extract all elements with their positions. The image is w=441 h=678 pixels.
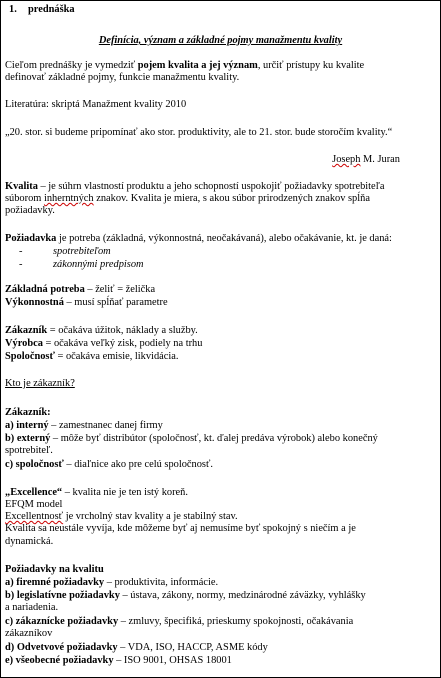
pair-text: – želiť = želička <box>84 284 156 295</box>
zakaznik-c-term: c) spoločnosť <box>5 459 64 470</box>
kvalita-term: Kvalita <box>5 181 38 192</box>
poziadavky-e <box>5 655 232 667</box>
goal-line-1 <box>5 60 364 72</box>
excellence-line-5: dynamická. <box>5 536 54 547</box>
poziadavky-a <box>5 577 218 589</box>
excellence-line-3 <box>5 511 238 523</box>
poziadavky-d-text: – VDA, ISO, HACCP, ASME kódy <box>117 642 268 653</box>
excellence-text: – kvalita nie je ten istý koreň. <box>62 487 188 498</box>
poziadavky-a-text: – produktivita, informácie. <box>104 577 219 588</box>
zakaznik-c <box>5 459 213 471</box>
heading-title: prednáška <box>28 4 75 15</box>
zakaznik-expects-line <box>5 325 198 337</box>
zakaznik-a-text: – zamestnanec danej firmy <box>48 420 163 431</box>
excellence-line3-text: je vrcholný stav kvality a je stabilný stav. <box>63 511 238 522</box>
quote-author-rest: M. Juran <box>360 154 400 165</box>
zakaznik-c-text: – diaľnice ako pre celú spoločnosť. <box>63 459 214 470</box>
zakaznik-b-term: b) externý <box>5 433 51 444</box>
poziadavky-heading: Požiadavky na kvalitu <box>5 564 104 575</box>
zakaznik-b-line-2: spotrebiteľ. <box>5 445 53 456</box>
poziadavky-b-text: – ústava, zákony, normy, medzinárodné záväzky, vyhlášky <box>119 590 366 601</box>
quote-author-first: Joseph <box>332 154 361 165</box>
excellence-term: „Excellence“ <box>5 487 63 498</box>
literature: Literatúra: skriptá Manažment kvality 2010 <box>5 99 187 110</box>
kvalita-misspelled-word: inherntných <box>43 193 94 204</box>
pair-term: Spoločnosť <box>5 351 55 362</box>
poziadavky-b <box>5 590 366 602</box>
poziadavka-term: Požiadavka <box>5 233 57 244</box>
heading-number: 1. <box>9 4 17 15</box>
pair-text: = očakáva úžitok, náklady a služby. <box>47 325 198 336</box>
poziadavky-b-term: b) legislatívne požiadavky <box>5 590 120 601</box>
excellence-misspelled-word: Excellentnosť <box>5 511 64 522</box>
goal-prefix: Cieľom prednášky je vymedziť <box>5 60 138 71</box>
poziadavky-c-term: c) zákaznícke požiadavky <box>5 616 119 627</box>
poziadavky-d <box>5 642 268 654</box>
poziadavky-c-text: – zmluvy, špecifiká, prieskumy spokojnosti, očakávania <box>118 616 354 627</box>
quote-text: „20. stor. si budeme pripomínať ako stor. produktivity, ale to 21. stor. bude storočím kvality.“ <box>5 127 393 138</box>
quote-author <box>332 154 400 166</box>
zakaznik-b-text: – môže byť distribútor (spoločnosť, kt. ďalej predáva výrobok) alebo konečný <box>50 433 378 444</box>
kvalita-line2-b: znakov. Kvalita je miera, s akou súbor prirodzených znakov spĺňa <box>93 193 370 204</box>
kvalita-line-1 <box>5 181 385 193</box>
vyrobca-expects-line <box>5 338 202 350</box>
kvalita-line2-a: súborom <box>5 193 44 204</box>
goal-bold: pojem kvalita a jej význam <box>137 60 258 71</box>
goal-suffix: , určiť prístupy ku kvalite <box>257 60 365 71</box>
pair-term: Výrobca <box>5 338 43 349</box>
poziadavky-e-term: e) všeobecné požiadavky <box>5 655 114 666</box>
poziadavky-c-line-2: zákazníkov <box>5 628 53 639</box>
poziadavka-item-2: - zákonnými predpisom <box>19 259 144 270</box>
poziadavka-item-text: spotrebiteľom <box>53 246 111 257</box>
question-line: Kto je zákazník? <box>5 378 75 389</box>
kvalita-line-3: požiadavky. <box>5 205 55 216</box>
poziadavky-c <box>5 616 353 628</box>
poziadavka-line-1 <box>5 233 392 245</box>
efqm-model: EFQM model <box>5 499 63 510</box>
pair-text: – musí spĺňať parametre <box>63 297 168 308</box>
pair-term: Základná potreba <box>5 284 85 295</box>
pair-term: Zákazník <box>5 325 48 336</box>
pair-term: Výkonnostná <box>5 297 64 308</box>
kvalita-text: – je súhrn vlastností produktu a jeho schopností uspokojiť požiadavky spotrebiteľa <box>37 181 385 192</box>
zakaznik-b <box>5 433 378 445</box>
poziadavka-text: je potreba (základná, výkonnostná, neočakávaná), alebo očakávanie, kt. je daná: <box>56 233 392 244</box>
pair-text: = očakáva emisie, likvidácia. <box>54 351 179 362</box>
vykonnostna-line <box>5 297 168 309</box>
zakaznik-heading: Zákazník: <box>5 407 51 418</box>
kvalita-line-2 <box>5 193 370 205</box>
poziadavky-d-term: d) Odvetvové požiadavky <box>5 642 118 653</box>
poziadavky-a-term: a) firemné požiadavky <box>5 577 105 588</box>
zakaznik-a-term: a) interný <box>5 420 49 431</box>
poziadavka-item-1: - spotrebiteľom <box>19 246 111 257</box>
spolocnost-expects-line <box>5 351 178 363</box>
excellence-line-1 <box>5 487 188 499</box>
document-subtitle: Definícia, význam a základné pojmy manažmentu kvality <box>98 35 343 46</box>
poziadavka-item-text: zákonnými predpisom <box>53 259 144 270</box>
lecture-heading <box>9 4 75 16</box>
excellence-line-4: Kvalita sa neustále vyvíja, kde môžeme byť aj nemusíme byť spokojný s niečím a je <box>5 523 356 534</box>
goal-line-2: definovať základné pojmy, funkcie manažmentu kvality. <box>5 72 240 83</box>
zakladna-potreba-line <box>5 284 155 296</box>
zakaznik-a <box>5 420 163 432</box>
poziadavky-b-line-2: a nariadenia. <box>5 602 59 613</box>
pair-text: = očakáva veľký zisk, podiely na trhu <box>42 338 203 349</box>
poziadavky-e-text: – ISO 9001, OHSAS 18001 <box>113 655 232 666</box>
